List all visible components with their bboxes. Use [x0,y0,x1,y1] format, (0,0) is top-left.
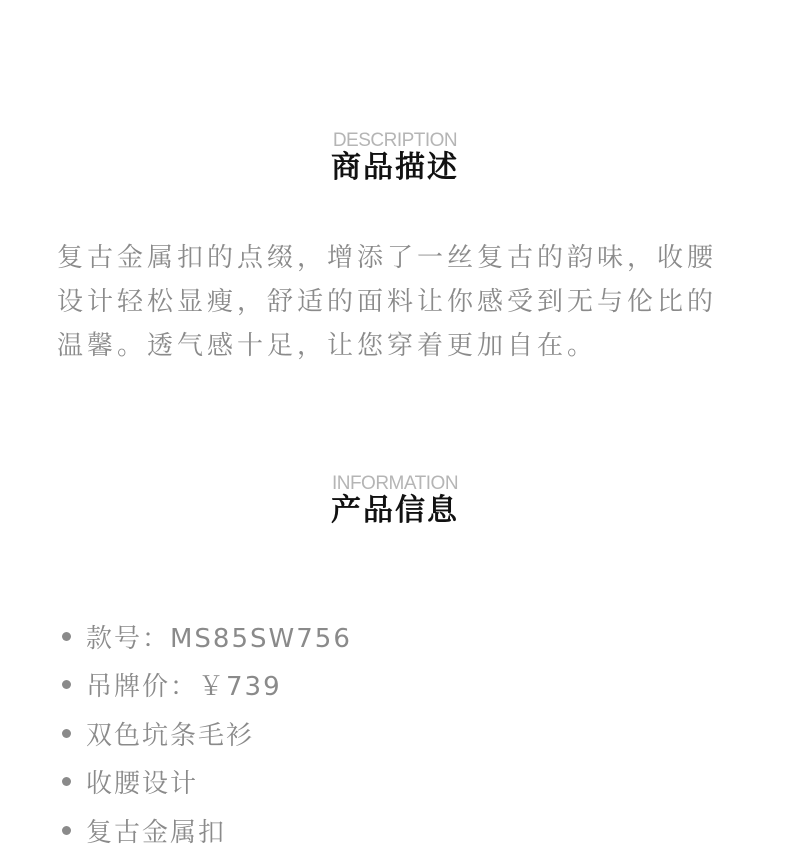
description-eyebrow: DESCRIPTION [332,130,458,151]
list-item-waist-design [62,758,352,807]
description-title: 商品描述 [331,150,459,185]
bullet-icon [62,632,71,641]
bullet-icon [62,729,71,738]
information-section-header [0,474,790,528]
list-item-fabric [62,709,352,758]
information-title: 产品信息 [331,493,459,528]
list-item-style-number [62,612,352,661]
list-item-text: 吊牌价：￥739 [86,672,282,703]
list-item-tag-price [62,661,352,710]
bullet-icon [62,680,71,689]
description-body: 复古金属扣的点缀，增添了一丝复古的韵味，收腰设计轻松显瘦，舒适的面料让你感受到无与伦比的温馨。透气感十足，让您穿着更加自在。 [57,243,718,361]
bullet-icon [62,777,71,786]
list-item-text: 收腰设计 [86,769,199,800]
list-item-text: 双色坑条毛衫 [86,720,255,751]
list-item-text: 款号：MS85SW756 [86,623,352,654]
bullet-icon [62,826,71,835]
information-eyebrow: INFORMATION [331,473,459,494]
product-info-list [62,612,352,855]
list-item-text: 复古金属扣 [86,817,227,848]
description-section-header [0,131,790,185]
list-item-metal-buckle [62,806,352,855]
